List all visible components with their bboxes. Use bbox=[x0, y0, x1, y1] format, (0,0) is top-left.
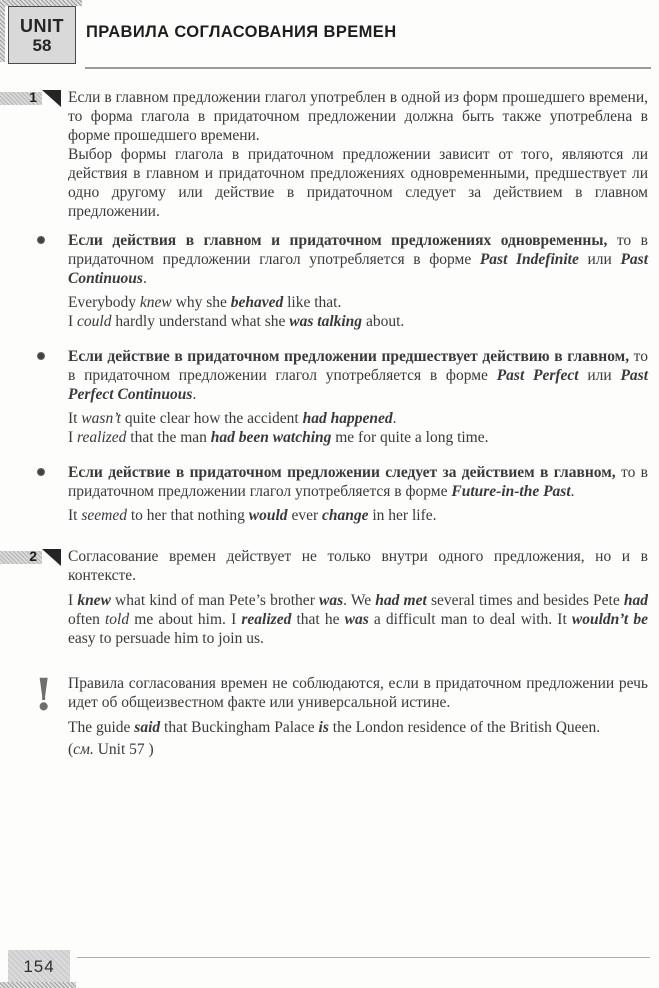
unit-label: UNIT bbox=[20, 15, 64, 36]
corner-triangle-icon bbox=[42, 90, 61, 107]
section-number: 2 bbox=[29, 548, 37, 564]
title-rule bbox=[85, 67, 651, 69]
examples bbox=[68, 506, 648, 525]
note-paragraph: Правила согласования времен не соблюдаются, если в придаточном предложении речь идет об общеизвестном факте или универсальной истине. bbox=[68, 675, 648, 711]
page-number-box bbox=[8, 950, 70, 983]
section-2-example: I knew what kind of man Pete’s brother was. We had met several times and besides Pete had often told me about him. I realized that he was a difficult man to deal with. It wouldn’t be easy to persuade him to join us. bbox=[68, 592, 648, 647]
section-2-marker bbox=[0, 549, 61, 566]
example-sentence: I could hardly understand what she was talking about. bbox=[68, 313, 405, 330]
section-2 bbox=[0, 547, 659, 648]
example-sentence: It wasn’t quite clear how the accident had happened. bbox=[68, 410, 397, 427]
bullet-item-precedes bbox=[68, 347, 648, 447]
section-marker-bar bbox=[0, 548, 42, 564]
section-1-paragraph-1: Если в главном предложении глагол употреблен в одной из форм прошедшего времени, то форма глагола в придаточном предложении должна быть также употреблена в форме прошедшего времени. bbox=[68, 89, 648, 144]
section-1 bbox=[0, 88, 659, 525]
example-sentence: It seemed to her that nothing would ever change in her life. bbox=[68, 507, 437, 524]
examples bbox=[68, 293, 648, 331]
rule-text: Если действия в главном и придаточном предложениях одновременны, то в придаточном предложении глагол употребляется в форме Past Indefinite или Past Continuous. bbox=[68, 232, 649, 287]
section-2-paragraph: Согласование времен действует не только внутри одного предложения, но и в контексте. bbox=[68, 548, 648, 584]
examples bbox=[68, 409, 648, 447]
rule-text: Если действие в придаточном предложении следует за действием в главном, то в придаточном предложении глагол употребляется в форме Future-in-the Past. bbox=[68, 464, 649, 500]
bullet-icon bbox=[37, 468, 45, 476]
unit-number: 58 bbox=[32, 35, 52, 55]
exclamation-icon: ! bbox=[34, 670, 54, 721]
bullet-item-simultaneous bbox=[68, 231, 648, 331]
page-number: 154 bbox=[23, 956, 55, 976]
page-edge-texture-bottom bbox=[0, 982, 76, 988]
section-marker-bar bbox=[0, 89, 42, 105]
footer-rule bbox=[77, 957, 650, 958]
page-edge-texture-left bbox=[0, 0, 5, 62]
corner-triangle-icon bbox=[42, 549, 61, 566]
page-content bbox=[0, 88, 659, 759]
bullet-list bbox=[68, 231, 648, 525]
see-reference: (см. Unit 57 ) bbox=[68, 741, 154, 758]
page-title: ПРАВИЛА СОГЛАСОВАНИЯ ВРЕМЕН bbox=[86, 23, 397, 41]
section-1-paragraph-2: Выбор формы глагола в придаточном предложении зависит от того, являются ли действия в главном и придаточном предложениях одновременными, предшествует ли одно другому или действие в придаточном следует за действием в главном предложении. bbox=[68, 146, 648, 220]
section-1-marker bbox=[0, 90, 61, 107]
note-block bbox=[0, 670, 659, 759]
unit-box bbox=[8, 6, 76, 64]
example-sentence: Everybody knew why she behaved like that. bbox=[68, 294, 342, 311]
bullet-icon bbox=[37, 236, 45, 244]
section-number: 1 bbox=[29, 89, 37, 105]
note-example: The guide said that Buckingham Palace is the London residence of the British Queen. bbox=[68, 719, 601, 736]
example-sentence: I realized that the man had been watching me for quite a long time. bbox=[68, 429, 489, 446]
bullet-icon bbox=[37, 352, 45, 360]
rule-text: Если действие в придаточном предложении предшествует действию в главном, то в придаточном предложении глагол употребляется в форме Past Perfect или Past Perfect Continuous. bbox=[68, 348, 649, 403]
bullet-item-follows bbox=[68, 463, 648, 525]
